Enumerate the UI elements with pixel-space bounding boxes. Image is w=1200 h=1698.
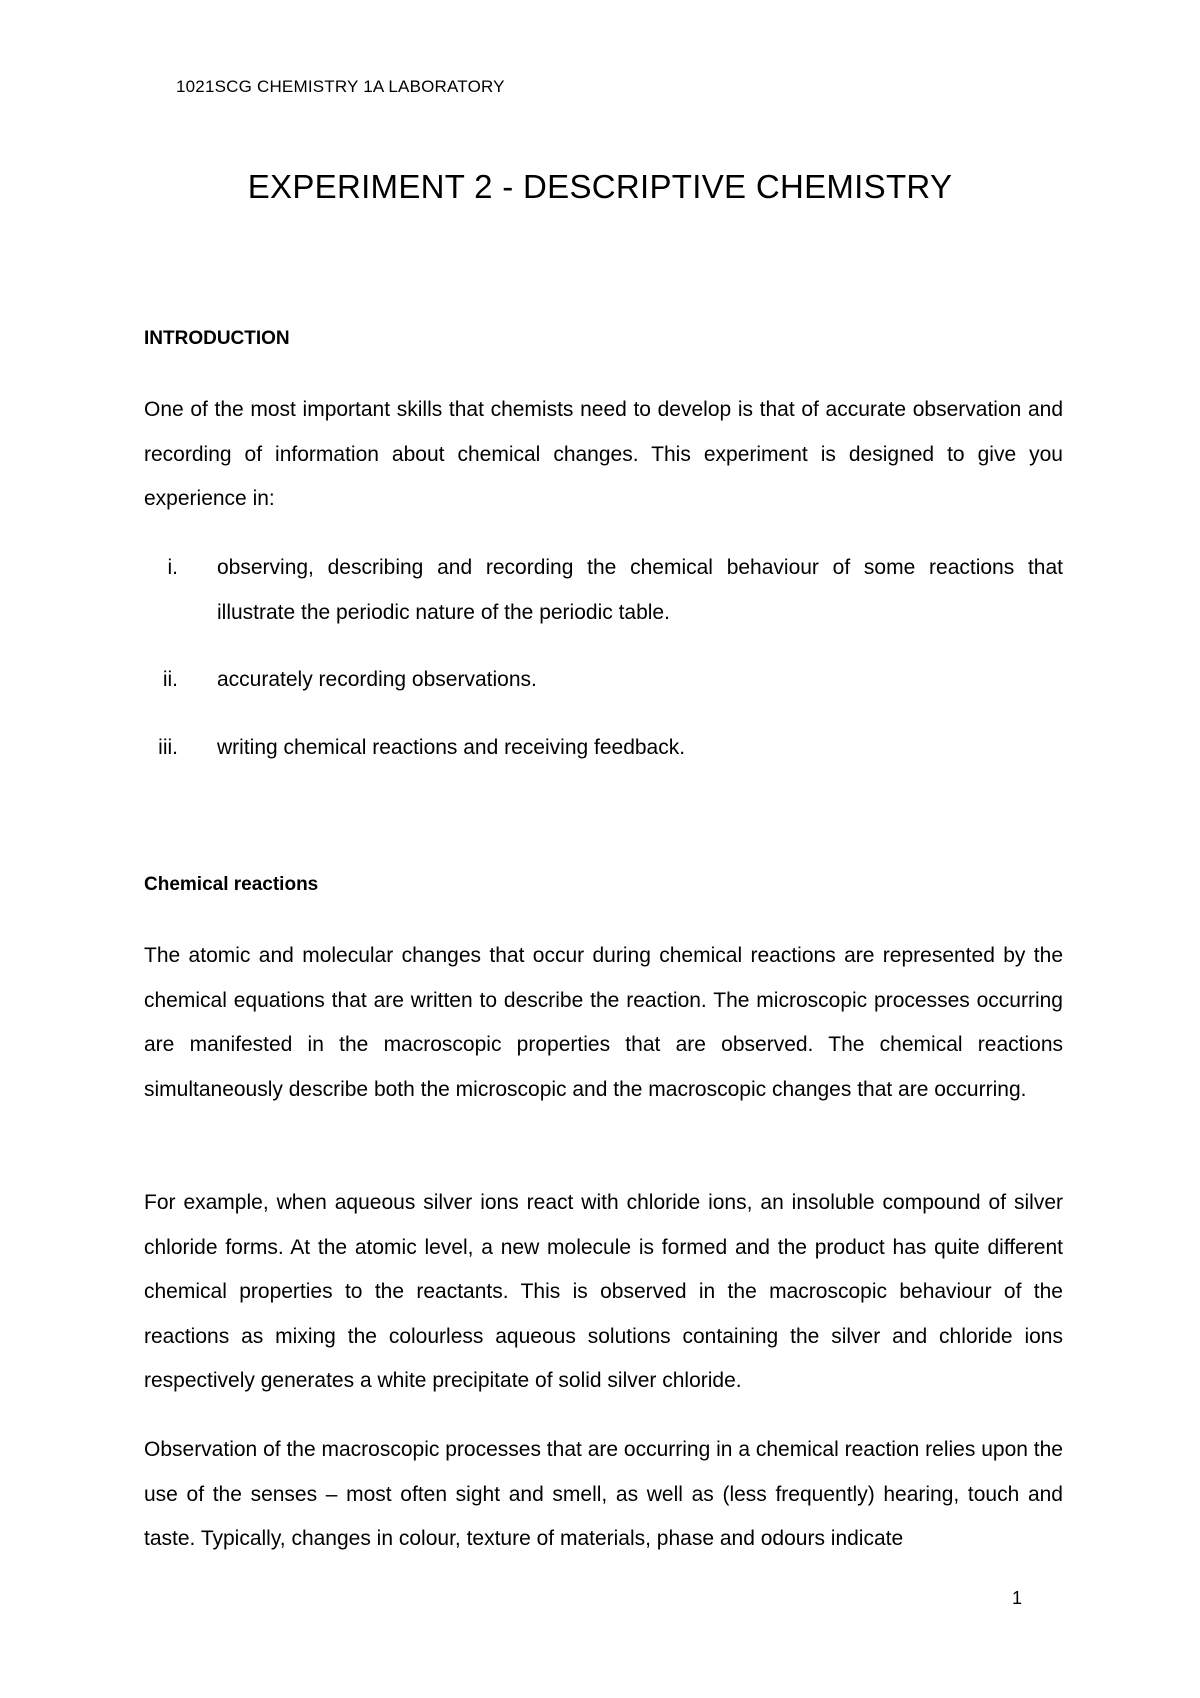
introduction-paragraph: One of the most important skills that chemists need to develop is that of accurate observation and recording of information about chemical changes. This experiment is designed to give you experience in: [144,398,1063,510]
chemical-reactions-paragraph-2: For example, when aqueous silver ions react with chloride ions, an insoluble compound of silver chloride forms. At the atomic level, a new molecule is formed and the product has quite different chemical properties to the reactants. This is observed in the macroscopic behaviour of the reactions as mixing the colourless aqueous solutions containing the silver and chloride ions respectively generates a white precipitate of solid silver chloride. [144,1191,1063,1392]
list-item-text: writing chemical reactions and receiving feedback. [217,736,686,759]
document-title: EXPERIMENT 2 - DESCRIPTIVE CHEMISTRY [247,168,953,205]
list-item-text: accurately recording observations. [217,668,537,691]
chemical-reactions-heading: Chemical reactions [144,874,319,895]
list-item-number: iii. [158,736,178,759]
list-item-text: observing, describing and recording the chemical behaviour of some reactions that illustrate the periodic nature of the periodic table. [217,556,1063,624]
page-number: 1 [1012,1588,1023,1608]
introduction-heading: INTRODUCTION [144,328,290,349]
list-item-number: ii. [162,668,178,691]
chemical-reactions-paragraph-1: The atomic and molecular changes that occur during chemical reactions are represented by the chemical equations that are written to describe the reaction. The microscopic processes occurring are manifested in the macroscopic properties that are observed. The chemical reactions simultaneously describe both the microscopic and the macroscopic changes that are occurring. [144,944,1063,1101]
chemical-reactions-paragraph-3: Observation of the macroscopic processes that are occurring in a chemical reaction relies upon the use of the senses – most often sight and smell, as well as (less frequently) hearing, touch and taste. Typically, changes in colour, texture of materials, phase and odours indicate [144,1438,1063,1550]
running-header: 1021SCG CHEMISTRY 1A LABORATORY [176,77,505,96]
list-item-number: i. [167,556,178,579]
